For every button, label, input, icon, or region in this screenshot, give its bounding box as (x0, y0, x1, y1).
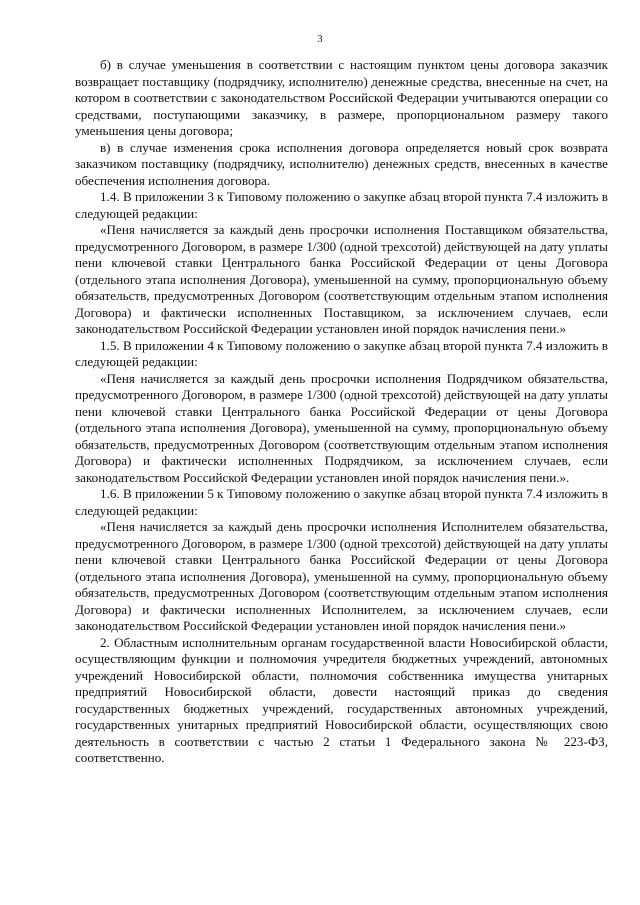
paragraph-2-instruction: 2. Областным исполнительным органам государственной власти Новосибирской области, осуществляющим функции и полномочия учредителя бюджетных учреждений, автономных учреждений Новосибирской области, полномочия собственника имущества унитарных предприятий Новосибирской области, довести настоящий приказ до сведения государственных бюджетных учреждений, государственных автономных учреждений, государственных унитарных предприятий Новосибирской области, осуществляющих свою деятельность в соответствии с частью 2 статьи 1 Федерального закона № 223-ФЗ, соответственно. (75, 634, 608, 765)
paragraph-1-6-heading: 1.6. В приложении 5 к Типовому положению о закупке абзац второй пункта 7.4 изложить в следующей редакции: (75, 486, 608, 518)
paragraph-1-5-text: «Пеня начисляется за каждый день просрочки исполнения Подрядчиком обязательства, предусмотренного Договором, в размере 1/300 (одной трехсотой) действующей на дату уплаты пени ключевой ставки Центрального банка Российской Федерации от цены Договора (отдельного этапа исполнения Договора), уменьшенной на сумму, пропорциональную объему обязательств, предусмотренных Договором (соответствующим отдельным этапом исполнения Договора) и фактически исполненных Подрядчиком, за исключением случаев, если законодательством Российской Федерации установлен иной порядок начисления пени.». (75, 370, 608, 485)
paragraph-v-term-change: в) в случае изменения срока исполнения договора определяется новый срок возврата заказчиком поставщику (подрядчику, исполнителю) денежных средств, внесенных в качестве обеспечения исполнения договора. (75, 139, 608, 188)
paragraph-1-4-heading: 1.4. В приложении 3 к Типовому положению о закупке абзац второй пункта 7.4 изложить в следующей редакции: (75, 189, 608, 221)
page-number: 3 (317, 34, 323, 45)
paragraph-1-4-text: «Пеня начисляется за каждый день просрочки исполнения Поставщиком обязательства, предусмотренного Договором, в размере 1/300 (одной трехсотой) действующей на дату уплаты пени ключевой ставки Центрального банка Российской Федерации от цены Договора (отдельного этапа исполнения Договора), уменьшенной на сумму, пропорциональную объему обязательств, предусмотренных Договором (соответствующим отдельным этапом исполнения Договора) и фактически исполненных Поставщиком, за исключением случаев, если законодательством Российской Федерации установлен иной порядок начисления пени.» (75, 222, 608, 336)
paragraph-1-6-text: «Пеня начисляется за каждый день просрочки исполнения Исполнителем обязательства, предусмотренного Договором, в размере 1/300 (одной трехсотой) действующей на дату уплаты пени ключевой ставки Центрального банка Российской Федерации от цены Договора (отдельного этапа исполнения Договора), уменьшенной на сумму, пропорциональную объему обязательств, предусмотренных Договором (соответствующим отдельным этапом исполнения Договора) и фактически исполненных Исполнителем, за исключением случаев, если законодательством Российской Федерации установлен иной порядок начисления пени.» (75, 519, 608, 633)
paragraph-b-price-reduction: б) в случае уменьшения в соответствии с настоящим пунктом цены договора заказчик возвращает поставщику (подрядчику, исполнителю) денежные средства, внесенные на счет, на котором в соответствии с законодательством Российской Федерации учитываются операции со средствами, поступающими заказчику, в размере, пропорциональном размеру такого уменьшения цены договора; (75, 57, 608, 138)
document-body (75, 57, 608, 767)
paragraph-1-5-heading: 1.5. В приложении 4 к Типовому положению о закупке абзац второй пункта 7.4 изложить в следующей редакции: (75, 337, 608, 369)
